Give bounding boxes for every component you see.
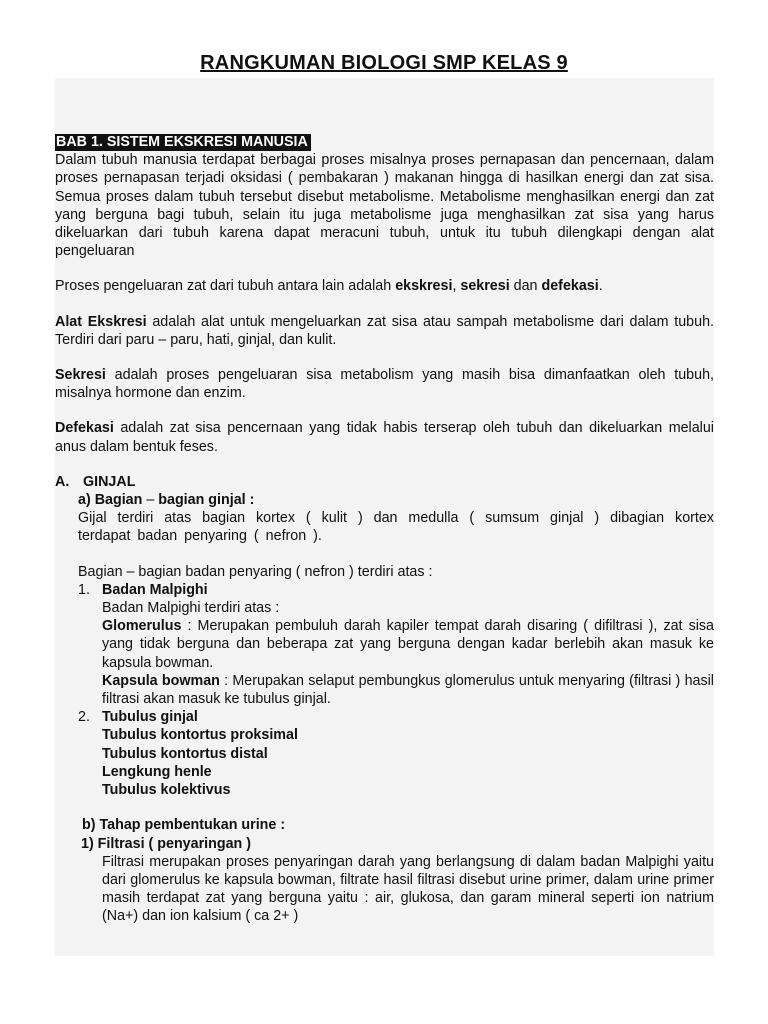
step-filtrasi-heading: 1) Filtrasi ( penyaringan ) <box>81 835 252 852</box>
badan-malpighi-intro: Badan Malpighi terdiri atas : <box>102 600 280 617</box>
defekasi-paragraph: Defekasi adalah zat sisa pencernaan yang tidak habis terserap oleh tubuh dan dikeluarkan melalui anus dalam bentuk feses. <box>55 420 714 455</box>
glomerulus-paragraph: Glomerulus : Merupakan pembuluh darah kapiler tempat darah disaring ( difiltrasi ), zat sisa yang tidak berguna dan beberapa zat yang berguna dengan kadar berlebih akan masuk ke kapsula bowman. <box>102 618 714 671</box>
proses-paragraph: Proses pengeluaran zat dari tubuh antara lain adalah ekskresi, sekresi dan defekasi. <box>55 278 603 295</box>
page-title: RANGKUMAN BIOLOGI SMP KELAS 9 <box>200 52 568 74</box>
term-defekasi: defekasi <box>541 278 599 295</box>
chapter-heading <box>55 133 714 151</box>
tubulus-ginjal-title: Tubulus ginjal <box>102 709 198 726</box>
tubulus-part: Tubulus kontortus distal <box>102 745 268 762</box>
subsection-b-heading: b) Tahap pembentukan urine : <box>82 817 286 834</box>
term-ekskresi: ekskresi <box>395 278 453 295</box>
ginjal-paragraph: Gijal terdiri atas bagian kortex ( kulit ) dan medulla ( sumsum ginjal ) dibagian kortex terdapat badan penyaring ( nefron ). <box>78 510 714 545</box>
section-a-heading: A. GINJAL <box>55 473 136 490</box>
list-item-tubulus-ginjal: 2. Tubulus ginjal Tubulus kontortus proksimal Tubulus kontortus distal Lengkung henle Tubulus kolektivus <box>78 709 298 799</box>
filtrasi-paragraph: Filtrasi merupakan proses penyaringan darah yang berlangsung di dalam badan Malpighi yaitu dari glomerulus ke kapsula bowman, filtrate hasil filtrasi disebut urine primer, dalam urine primer masih terdapat zat yang berguna yaitu : air, glukosa, dan garam mineral seperti ion natrium (Na+) dan ion kalsium ( ca 2+ ) <box>102 853 714 925</box>
document-body <box>55 133 714 926</box>
list-item-badan-malpighi: 1. Badan Malpighi Badan Malpighi terdiri atas : Glomerulus : Merupakan pembuluh darah kapiler tempat darah disaring ( difiltrasi ), zat sisa yang tidak berguna dan beberapa zat yang berguna dengan kadar berlebih akan masuk ke kapsula bowman. Kapsula bowman : Merupakan selaput pembungkus glomerulus untuk menyaring (filtrasi ) hasil filtrasi akan masuk ke tubulus ginjal. <box>78 581 714 708</box>
chapter-label: BAB 1. SISTEM EKSKRESI MANUSIA <box>55 134 311 151</box>
term-alat-ekskresi: Alat Ekskresi <box>55 313 147 330</box>
term-sekresi: sekresi <box>460 278 510 295</box>
sekresi-paragraph: Sekresi adalah proses pengeluaran sisa metabolism yang masih bisa dimanfaatkan oleh tubuh, misalnya hormone dan enzim. <box>55 367 714 402</box>
term-sekresi-def: Sekresi <box>55 367 106 384</box>
tubulus-part: Tubulus kontortus proksimal <box>102 727 298 744</box>
term-defekasi-def: Defekasi <box>55 420 114 437</box>
kapsula-paragraph: Kapsula bowman : Merupakan selaput pembungkus glomerulus untuk menyaring (filtrasi ) hasil filtrasi akan masuk ke tubulus ginjal. <box>102 672 714 708</box>
badan-malpighi-title: Badan Malpighi <box>102 581 208 598</box>
tubulus-part: Lengkung henle <box>102 763 212 780</box>
intro-paragraph: Dalam tubuh manusia terdapat berbagai proses misalnya proses pernapasan dan pencernaan, dalam proses pernapasan terjadi oksidasi ( pembakaran ) makanan hingga di hasilkan energi dan zat sisa. Semua proses dalam tubuh tersebut disebut metabolisme. Metabolisme menghasilkan energi dan zat yang berguna bagi tubuh, selain itu juga metabolisme juga menghasilkan zat sisa yang harus dikeluarkan dari tubuh karena dapat meracuni tubuh, untuk itu tubuh dilengkapi dengan alat pengeluaran <box>55 152 714 260</box>
subsection-a-heading: a) Bagian – bagian ginjal : <box>78 492 255 509</box>
tubulus-part: Tubulus kolektivus <box>102 782 231 799</box>
alat-ekskresi-paragraph: Alat Ekskresi adalah alat untuk mengeluarkan zat sisa atau sampah metabolisme dari dalam tubuh. Terdiri dari paru – paru, hati, ginjal, dan kulit. <box>55 313 714 348</box>
nefron-intro: Bagian – bagian badan penyaring ( nefron ) terdiri atas : <box>78 563 433 580</box>
